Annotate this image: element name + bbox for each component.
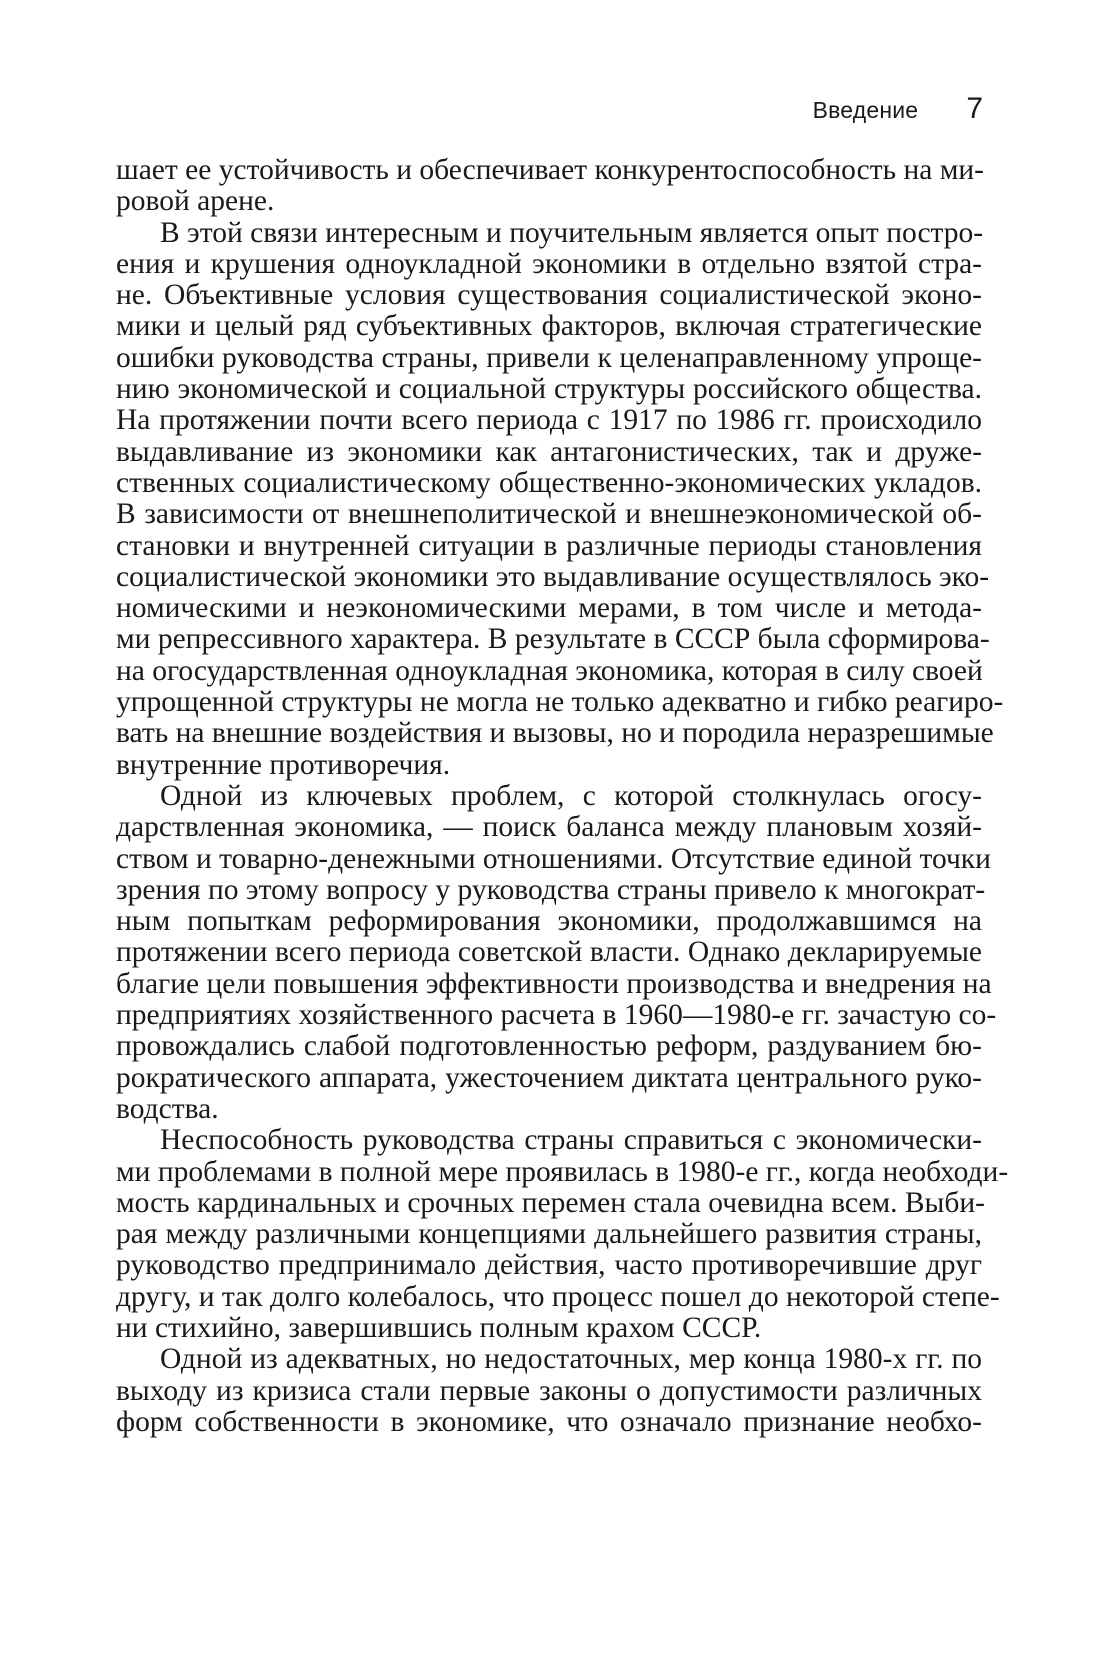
text-line: на огосударствленная одноукладная экономика, которая в силу своей: [116, 654, 983, 687]
text-line: провождались слабой подготовленностью реформ, раздуванием бю-: [116, 1030, 982, 1063]
text-line: не. Объективные условия существования социалистической эконо-: [116, 279, 982, 312]
text-line: ения и крушения одноукладной экономики в отдельно взятой стра-: [116, 247, 982, 280]
text-line: руководство предпринимало действия, часто противоречившие друг: [116, 1249, 982, 1282]
running-header: [813, 92, 983, 126]
text-line: Одной из ключевых проблем, с которой столкнулась огосу-: [160, 779, 982, 812]
text-line: номическими и неэкономическими мерами, в том числе и метода-: [116, 592, 982, 625]
text-line: ми репрессивного характера. В результате в СССР была сформирова-: [116, 623, 990, 656]
text-line: другу, и так долго колебалось, что процесс пошел до некоторой степе-: [116, 1280, 1000, 1313]
text-line: шает ее устойчивость и обеспечивает конкурентоспособность на ми-: [116, 154, 984, 186]
text-line: На протяжении почти всего периода с 1917 по 1986 гг. происходило: [116, 404, 982, 437]
text-line: нию экономической и социальной структуры российского общества.: [116, 373, 982, 406]
section-title: Введение: [812, 97, 919, 123]
text-line: ровой арене.: [116, 185, 275, 218]
text-line: упрощенной структуры не могла не только адекватно и гибко реагиро-: [116, 686, 1004, 719]
text-line: ным попыткам реформирования экономики, продолжавшимся на: [116, 905, 982, 938]
page-number: 7: [966, 92, 983, 125]
text-line: предприятиях хозяйственного расчета в 1960—1980-е гг. зачастую со-: [116, 999, 997, 1032]
text-line: форм собственности в экономике, что означало признание необхо-: [116, 1405, 982, 1438]
text-line: мость кардинальных и срочных перемен стала очевидна всем. Выби-: [116, 1186, 985, 1219]
text-line: В зависимости от внешнеполитической и внешнеэкономической об-: [116, 498, 982, 531]
text-line: Одной из адекватных, но недостаточных, мер конца 1980-х гг. по: [160, 1343, 982, 1376]
text-line: рая между различными концепциями дальнейшего развития страны,: [116, 1218, 982, 1251]
text-line: рократического аппарата, ужесточением диктата центрального руко-: [116, 1061, 982, 1094]
text-line: Неспособность руководства страны справиться с экономически-: [160, 1124, 982, 1157]
text-line: ственных социалистическому общественно-экономических укладов.: [116, 466, 982, 499]
text-line: социалистической экономики это выдавливание осуществлялось эко-: [116, 560, 990, 593]
text-line: выходу из кризиса стали первые законы о допустимости различных: [116, 1374, 982, 1407]
text-line: становки и внутренней ситуации в различные периоды становления: [116, 529, 982, 562]
text-line: ни стихийно, завершившись полным крахом СССР.: [116, 1311, 762, 1344]
text-line: водства.: [116, 1092, 219, 1125]
text-line: выдавливание из экономики как антагонистических, так и друже-: [116, 435, 982, 468]
text-line: ошибки руководства страны, привели к целенаправленному упроще-: [116, 341, 982, 374]
text-line: ми проблемами в полной мере проявилась в 1980-е гг., когда необходи-: [116, 1155, 1009, 1188]
body-text: [116, 154, 1009, 1438]
text-line: протяжении всего периода советской власти. Однако декларируемые: [116, 936, 982, 969]
text-line: ством и товарно-денежными отношениями. Отсутствие единой точки: [116, 842, 991, 875]
text-line: вать на внешние воздействия и вызовы, но и породила неразрешимые: [116, 717, 994, 750]
text-line: зрения по этому вопросу у руководства страны привело к многократ-: [116, 873, 986, 906]
text-line: внутренние противоречия.: [116, 748, 451, 781]
text-line: мики и целый ряд субъективных факторов, включая стратегические: [116, 310, 982, 343]
text-line: В этой связи интересным и поучительным является опыт постро-: [160, 216, 984, 249]
text-line: благие цели повышения эффективности производства и внедрения на: [116, 967, 992, 1000]
text-line: дарствленная экономика, — поиск баланса между плановым хозяй-: [116, 811, 982, 844]
